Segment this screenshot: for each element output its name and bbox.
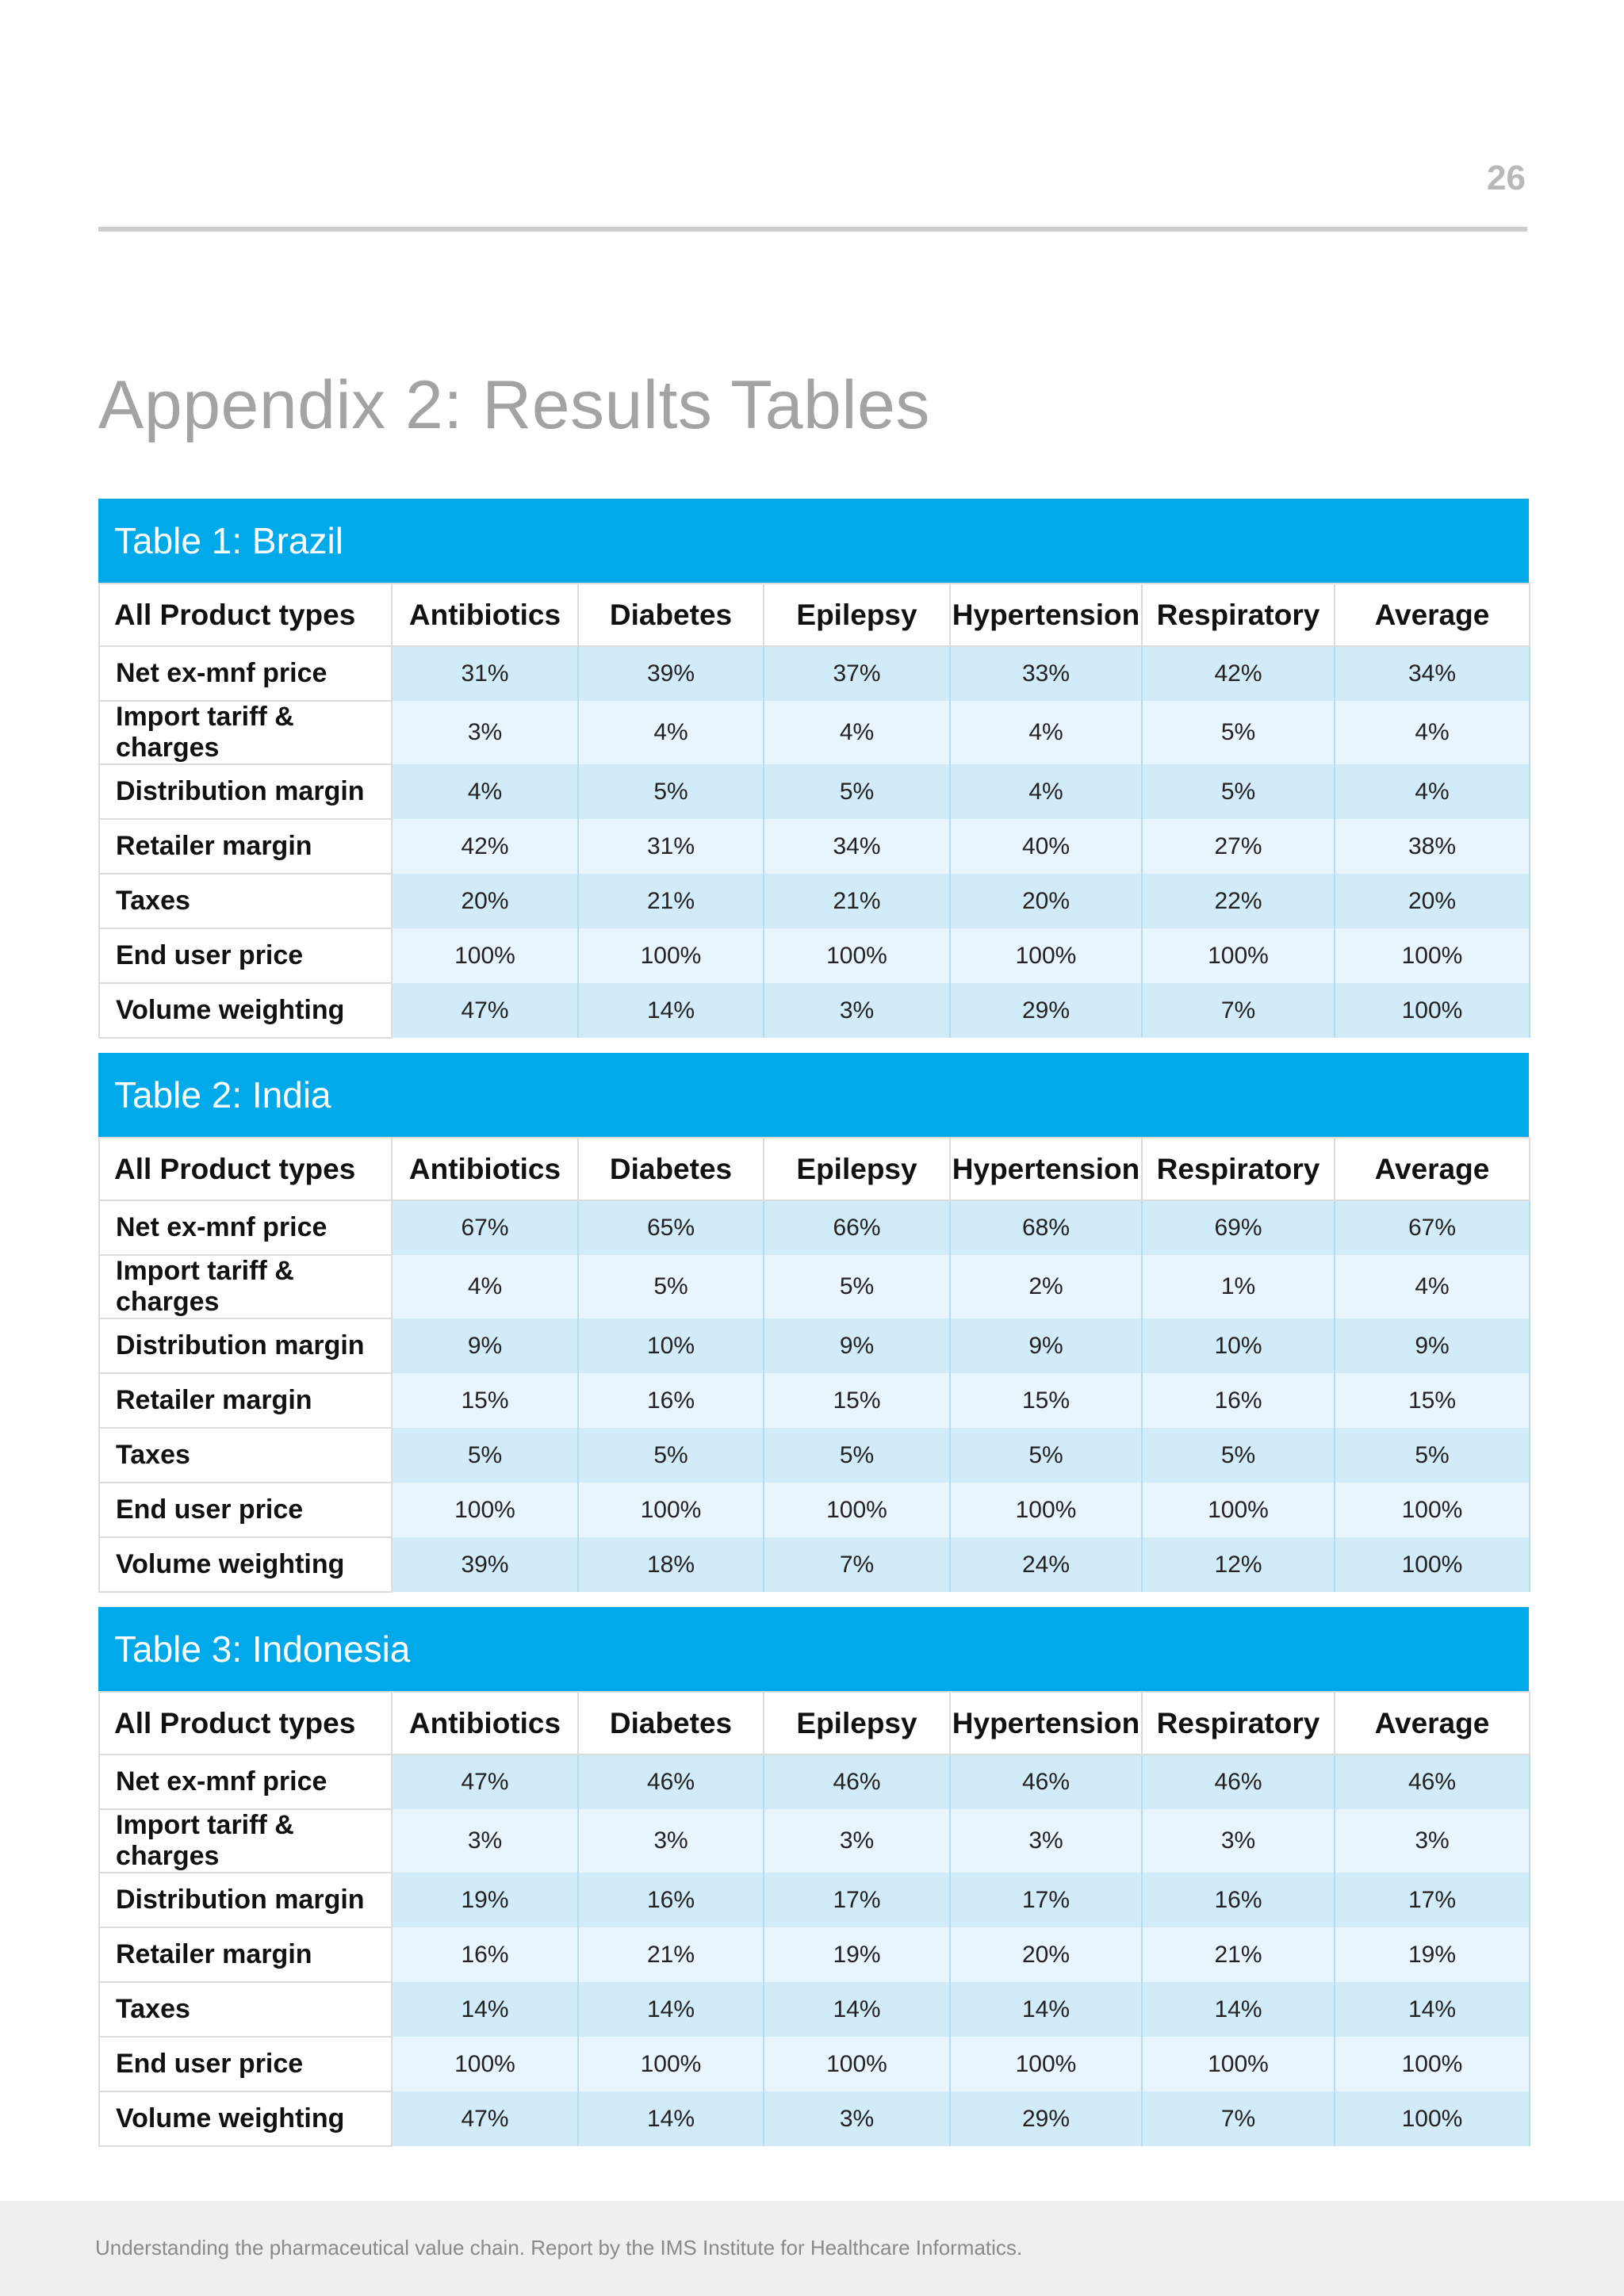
table-cell: 14% [392, 1982, 578, 2037]
table-cell: 10% [578, 1318, 764, 1373]
table-cell: 9% [764, 1318, 950, 1373]
table-cell: 34% [1335, 646, 1530, 701]
table-cell: 20% [950, 1927, 1142, 1982]
table-cell: 12% [1142, 1537, 1335, 1592]
table-header-row [99, 584, 1530, 646]
table-cell: 100% [950, 1483, 1142, 1537]
table-cell: 40% [950, 819, 1142, 874]
table-cell: 46% [1142, 1755, 1335, 1809]
table-cell: 67% [1335, 1200, 1530, 1255]
table-row [99, 1200, 1530, 1255]
table-cell: 3% [764, 983, 950, 1038]
table-cell: 34% [764, 819, 950, 874]
table-header-row [99, 1692, 1530, 1755]
table-row [99, 1809, 1530, 1873]
table-cell: 29% [950, 983, 1142, 1038]
table-title: Table 1: Brazil [98, 499, 1529, 583]
table-row [99, 1483, 1530, 1537]
table-cell: 42% [392, 819, 578, 874]
page-number: 26 [1487, 159, 1526, 197]
table-cell: 14% [1335, 1982, 1530, 2037]
column-header: Average [1335, 1138, 1530, 1200]
table-cell: 100% [1335, 2091, 1530, 2146]
column-header: Hypertension [950, 584, 1142, 646]
table-row [99, 819, 1530, 874]
column-header: Epilepsy [764, 1692, 950, 1755]
table-cell: 1% [1142, 1255, 1335, 1318]
row-label: Net ex-mnf price [99, 646, 392, 701]
column-header: Respiratory [1142, 1138, 1335, 1200]
table-row [99, 1982, 1530, 2037]
column-header: Antibiotics [392, 1692, 578, 1755]
table-cell: 46% [578, 1755, 764, 1809]
column-header: Epilepsy [764, 1138, 950, 1200]
table-cell: 100% [950, 2037, 1142, 2091]
table-row [99, 764, 1530, 819]
row-label: Retailer margin [99, 1373, 392, 1428]
table-cell: 29% [950, 2091, 1142, 2146]
table-cell: 4% [950, 764, 1142, 819]
table-cell: 10% [1142, 1318, 1335, 1373]
table-cell: 31% [392, 646, 578, 701]
table-cell: 14% [1142, 1982, 1335, 2037]
table-cell: 100% [1335, 2037, 1530, 2091]
table-row [99, 983, 1530, 1038]
table-cell: 14% [764, 1982, 950, 2037]
table-cell: 100% [578, 928, 764, 983]
table-cell: 100% [392, 2037, 578, 2091]
column-header: Respiratory [1142, 584, 1335, 646]
table-cell: 9% [392, 1318, 578, 1373]
table-cell: 21% [1142, 1927, 1335, 1982]
table-cell: 47% [392, 1755, 578, 1809]
table-cell: 3% [1335, 1809, 1530, 1873]
column-header: Diabetes [578, 584, 764, 646]
table-row [99, 1255, 1530, 1318]
table-cell: 38% [1335, 819, 1530, 874]
table-cell: 5% [1142, 764, 1335, 819]
column-header: Hypertension [950, 1692, 1142, 1755]
table-cell: 19% [1335, 1927, 1530, 1982]
table-row [99, 1428, 1530, 1483]
table-row [99, 1873, 1530, 1927]
table-row [99, 646, 1530, 701]
table-cell: 100% [764, 1483, 950, 1537]
table-title: Table 2: India [98, 1053, 1529, 1137]
table-cell: 16% [578, 1373, 764, 1428]
column-header: Antibiotics [392, 584, 578, 646]
table-cell: 47% [392, 2091, 578, 2146]
table-indonesia [98, 1607, 1529, 2147]
table-cell: 100% [1335, 1537, 1530, 1592]
row-label: Distribution margin [99, 1873, 392, 1927]
results-table [98, 1137, 1530, 1593]
table-row [99, 1537, 1530, 1592]
table-cell: 20% [392, 874, 578, 928]
table-cell: 31% [578, 819, 764, 874]
row-label: Taxes [99, 874, 392, 928]
row-label: End user price [99, 1483, 392, 1537]
table-cell: 65% [578, 1200, 764, 1255]
table-cell: 21% [578, 874, 764, 928]
table-cell: 3% [392, 701, 578, 764]
table-row [99, 928, 1530, 983]
results-table [98, 1691, 1530, 2147]
table-cell: 16% [1142, 1873, 1335, 1927]
table-cell: 69% [1142, 1200, 1335, 1255]
column-header: Epilepsy [764, 584, 950, 646]
table-cell: 22% [1142, 874, 1335, 928]
row-label: Volume weighting [99, 983, 392, 1038]
table-cell: 21% [578, 1927, 764, 1982]
table-row [99, 2091, 1530, 2146]
table-cell: 66% [764, 1200, 950, 1255]
table-cell: 3% [764, 2091, 950, 2146]
table-cell: 19% [392, 1873, 578, 1927]
row-label: Distribution margin [99, 764, 392, 819]
table-cell: 100% [1335, 928, 1530, 983]
table-cell: 100% [1142, 2037, 1335, 2091]
row-label: Taxes [99, 1982, 392, 2037]
table-cell: 20% [950, 874, 1142, 928]
table-brazil [98, 499, 1529, 1039]
table-cell: 15% [392, 1373, 578, 1428]
table-cell: 100% [1142, 1483, 1335, 1537]
table-cell: 100% [950, 928, 1142, 983]
table-cell: 100% [764, 2037, 950, 2091]
table-cell: 5% [1335, 1428, 1530, 1483]
table-cell: 17% [1335, 1873, 1530, 1927]
table-cell: 100% [578, 2037, 764, 2091]
table-cell: 14% [578, 983, 764, 1038]
table-cell: 14% [578, 2091, 764, 2146]
column-header: All Product types [99, 1692, 392, 1755]
table-row [99, 2037, 1530, 2091]
table-cell: 17% [764, 1873, 950, 1927]
table-row [99, 1373, 1530, 1428]
column-header: Diabetes [578, 1692, 764, 1755]
footer-text: Understanding the pharmaceutical value chain. Report by the IMS Institute for Healthcare Informatics. [95, 2236, 1023, 2260]
table-cell: 5% [764, 764, 950, 819]
table-cell: 46% [950, 1755, 1142, 1809]
row-label: Distribution margin [99, 1318, 392, 1373]
table-row [99, 701, 1530, 764]
table-cell: 67% [392, 1200, 578, 1255]
column-header: Antibiotics [392, 1138, 578, 1200]
row-label: Import tariff & charges [99, 1809, 392, 1873]
table-cell: 14% [950, 1982, 1142, 2037]
table-cell: 5% [578, 1428, 764, 1483]
column-header: All Product types [99, 584, 392, 646]
row-label: End user price [99, 2037, 392, 2091]
table-cell: 7% [1142, 2091, 1335, 2146]
table-cell: 18% [578, 1537, 764, 1592]
column-header: Respiratory [1142, 1692, 1335, 1755]
row-label: Net ex-mnf price [99, 1755, 392, 1809]
table-cell: 3% [392, 1809, 578, 1873]
table-cell: 5% [392, 1428, 578, 1483]
table-cell: 100% [1142, 928, 1335, 983]
table-cell: 21% [764, 874, 950, 928]
results-table [98, 583, 1530, 1039]
table-cell: 9% [950, 1318, 1142, 1373]
table-cell: 3% [578, 1809, 764, 1873]
table-cell: 47% [392, 983, 578, 1038]
table-cell: 100% [392, 928, 578, 983]
row-label: Taxes [99, 1428, 392, 1483]
table-cell: 15% [764, 1373, 950, 1428]
table-cell: 19% [764, 1927, 950, 1982]
table-cell: 4% [578, 701, 764, 764]
table-cell: 4% [1335, 701, 1530, 764]
row-label: Import tariff & charges [99, 1255, 392, 1318]
table-cell: 3% [764, 1809, 950, 1873]
table-cell: 100% [1335, 1483, 1530, 1537]
row-label: Retailer margin [99, 819, 392, 874]
table-cell: 4% [392, 764, 578, 819]
table-title: Table 3: Indonesia [98, 1607, 1529, 1691]
table-cell: 15% [1335, 1373, 1530, 1428]
table-cell: 5% [578, 1255, 764, 1318]
table-cell: 5% [764, 1428, 950, 1483]
table-cell: 5% [1142, 1428, 1335, 1483]
row-label: Retailer margin [99, 1927, 392, 1982]
table-cell: 46% [1335, 1755, 1530, 1809]
table-cell: 33% [950, 646, 1142, 701]
table-india [98, 1053, 1529, 1593]
table-cell: 5% [578, 764, 764, 819]
table-cell: 100% [1335, 983, 1530, 1038]
table-cell: 37% [764, 646, 950, 701]
table-cell: 3% [1142, 1809, 1335, 1873]
table-cell: 4% [1335, 1255, 1530, 1318]
table-cell: 16% [1142, 1373, 1335, 1428]
table-cell: 7% [764, 1537, 950, 1592]
table-row [99, 1755, 1530, 1809]
column-header: All Product types [99, 1138, 392, 1200]
table-cell: 100% [392, 1483, 578, 1537]
table-cell: 100% [578, 1483, 764, 1537]
table-row [99, 874, 1530, 928]
table-cell: 39% [578, 646, 764, 701]
table-cell: 4% [950, 701, 1142, 764]
table-cell: 68% [950, 1200, 1142, 1255]
row-label: Volume weighting [99, 2091, 392, 2146]
header-divider [98, 227, 1527, 232]
table-header-row [99, 1138, 1530, 1200]
table-cell: 39% [392, 1537, 578, 1592]
row-label: End user price [99, 928, 392, 983]
table-cell: 3% [950, 1809, 1142, 1873]
table-cell: 17% [950, 1873, 1142, 1927]
table-cell: 2% [950, 1255, 1142, 1318]
column-header: Diabetes [578, 1138, 764, 1200]
table-cell: 42% [1142, 646, 1335, 701]
row-label: Net ex-mnf price [99, 1200, 392, 1255]
page-title: Appendix 2: Results Tables [98, 367, 930, 443]
column-header: Hypertension [950, 1138, 1142, 1200]
table-cell: 24% [950, 1537, 1142, 1592]
row-label: Volume weighting [99, 1537, 392, 1592]
table-row [99, 1318, 1530, 1373]
table-cell: 5% [764, 1255, 950, 1318]
table-cell: 20% [1335, 874, 1530, 928]
table-cell: 15% [950, 1373, 1142, 1428]
table-cell: 5% [950, 1428, 1142, 1483]
table-cell: 4% [1335, 764, 1530, 819]
table-cell: 7% [1142, 983, 1335, 1038]
table-cell: 4% [764, 701, 950, 764]
table-cell: 5% [1142, 701, 1335, 764]
table-cell: 14% [578, 1982, 764, 2037]
table-cell: 100% [764, 928, 950, 983]
table-row [99, 1927, 1530, 1982]
row-label: Import tariff & charges [99, 701, 392, 764]
table-cell: 16% [578, 1873, 764, 1927]
table-cell: 16% [392, 1927, 578, 1982]
table-cell: 46% [764, 1755, 950, 1809]
table-cell: 4% [392, 1255, 578, 1318]
column-header: Average [1335, 584, 1530, 646]
column-header: Average [1335, 1692, 1530, 1755]
table-cell: 27% [1142, 819, 1335, 874]
table-cell: 9% [1335, 1318, 1530, 1373]
